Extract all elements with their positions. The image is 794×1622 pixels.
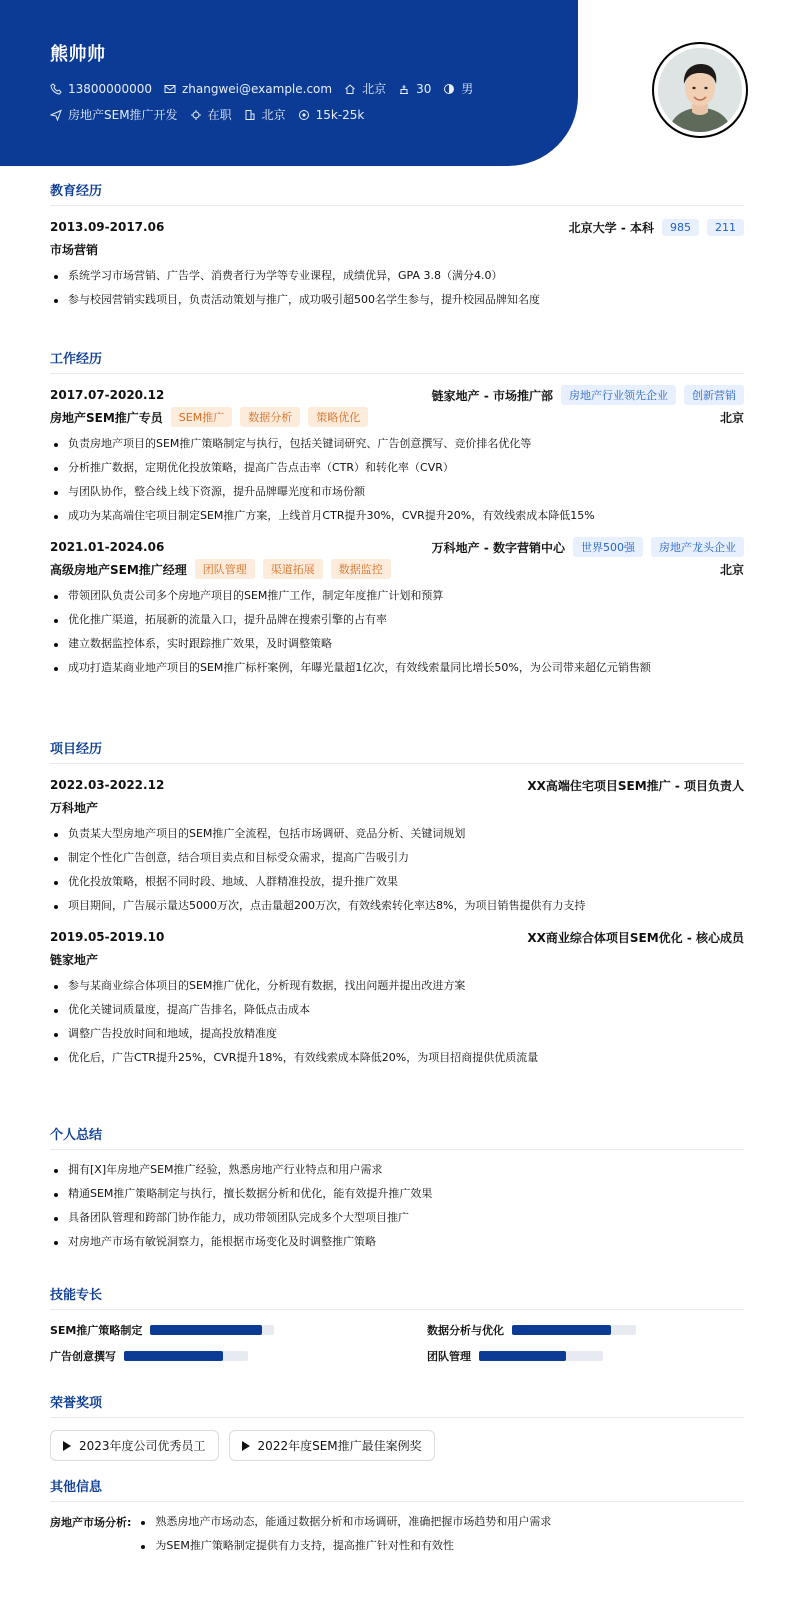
- avatar: [658, 48, 742, 132]
- list-item: 拥有[X]年房地产SEM推广经验，熟悉房地产行业特点和用户需求: [50, 1160, 744, 1180]
- honor-item: [229, 1430, 435, 1461]
- job-status: [190, 106, 232, 123]
- send-icon: [50, 109, 62, 121]
- skill-bar: [150, 1325, 274, 1335]
- list-item: 带领团队负责公司多个房地产项目的SEM推广工作，制定年度推广计划和预算: [50, 586, 744, 606]
- home-icon: [344, 83, 356, 95]
- skills-section: [50, 1284, 744, 1364]
- skills-title: 技能专长: [50, 1284, 744, 1310]
- list-item: 负责某大型房地产项目的SEM推广全流程，包括市场调研、竞品分析、关键词规划: [50, 824, 744, 844]
- work-entry: [50, 384, 744, 526]
- skill-name: 数据分析与优化: [427, 1324, 504, 1337]
- skill-item: [50, 1322, 367, 1338]
- list-item: 建立数据监控体系，实时跟踪推广效果，及时调整策略: [50, 634, 744, 654]
- list-item: 成功打造某商业地产项目的SEM推广标杆案例，年曝光量超1亿次，有效线索量同比增长50%，为公司带来超亿元销售额: [50, 658, 744, 678]
- work-section: [50, 348, 744, 682]
- honors-section: [50, 1392, 744, 1461]
- work-line: [50, 384, 744, 406]
- list-item: 成功为某高端住宅项目制定SEM推广方案，上线首月CTR提升30%，CVR提升20%，有效线索成本降低15%: [50, 506, 744, 526]
- role-block: [50, 407, 368, 427]
- work-location: 北京: [719, 410, 744, 425]
- project-entry: [50, 926, 744, 1068]
- job-city: [244, 106, 286, 123]
- list-item: 参与校园营销实践项目，负责活动策划与推广，成功吸引超500名学生参与，提升校园品牌知名度: [50, 290, 744, 310]
- salary: [298, 108, 365, 122]
- gender: [443, 80, 473, 97]
- role-tag: 渠道拓展: [263, 559, 323, 579]
- project-company-line: [50, 948, 744, 970]
- skill-name: 团队管理: [427, 1350, 471, 1363]
- gender-icon: [443, 83, 455, 95]
- education-school-block: [569, 219, 744, 236]
- mail-icon: [164, 83, 176, 95]
- education-section: [50, 180, 744, 314]
- project-date: 2019.05-2019.10: [50, 930, 165, 944]
- skill-item: [50, 1348, 367, 1364]
- work-date: 2017.07-2020.12: [50, 388, 165, 402]
- triangle-right-icon: [63, 1441, 71, 1451]
- role-line: [50, 406, 744, 428]
- education-line: [50, 216, 744, 238]
- summary-title: 个人总结: [50, 1124, 744, 1150]
- person-name: 熊帅帅: [50, 44, 106, 65]
- work-bullets: [50, 586, 744, 678]
- project-line: [50, 926, 744, 948]
- role-name: 高级房地产SEM推广经理: [50, 562, 187, 577]
- company-tag: 创新营销: [684, 385, 744, 405]
- job-status-text: 在职: [207, 108, 232, 122]
- list-item: 系统学习市场营销、广告学、消费者行为学等专业课程，成绩优异，GPA 3.8（满分4.0）: [50, 266, 744, 286]
- skill-fill: [512, 1325, 611, 1335]
- email: [164, 82, 332, 96]
- salary-text: 15k-25k: [315, 107, 365, 122]
- city-text: 北京: [362, 82, 387, 96]
- school-name: 北京大学 - 本科: [568, 220, 654, 235]
- list-item: 项目期间，广告展示量达5000万次，点击量超200万次，有效线索转化率达8%，为项目销售提供有力支持: [50, 896, 744, 916]
- other-title: 其他信息: [50, 1476, 744, 1502]
- skill-item: [427, 1322, 744, 1338]
- avatar-frame: [652, 42, 748, 138]
- age-icon: [398, 83, 410, 95]
- honor-text: 2022年度SEM推广最佳案例奖: [257, 1439, 422, 1453]
- other-bullets: [137, 1512, 744, 1556]
- work-bullets: [50, 434, 744, 526]
- list-item: 熟悉房地产市场动态，能通过数据分析和市场调研，准确把握市场趋势和用户需求: [137, 1512, 744, 1532]
- education-date: 2013.09-2017.06: [50, 220, 165, 234]
- list-item: 调整广告投放时间和地域，提高投放精准度: [50, 1024, 744, 1044]
- header-banner: [0, 0, 578, 166]
- list-item: 负责房地产项目的SEM推广策略制定与执行，包括关键词研究、广告创意撰写、竞价排名优化等: [50, 434, 744, 454]
- project-name: XX商业综合体项目SEM优化 - 核心成员: [527, 930, 744, 945]
- work-location: 北京: [719, 562, 744, 577]
- work-title: 工作经历: [50, 348, 744, 374]
- other-values: [137, 1512, 744, 1556]
- list-item: 与团队协作，整合线上线下资源，提升品牌曝光度和市场份额: [50, 482, 744, 502]
- education-title: 教育经历: [50, 180, 744, 206]
- summary-bullets: [50, 1160, 744, 1252]
- projects-title: 项目经历: [50, 738, 744, 764]
- list-item: 为SEM推广策略制定提供有力支持，提高推广针对性和有效性: [137, 1536, 744, 1556]
- project-bullets: [50, 976, 744, 1068]
- email-text: zhangwei@example.com: [181, 81, 333, 96]
- contact-row: [50, 80, 473, 97]
- list-item: 分析推广数据，定期优化投放策略，提高广告点击率（CTR）和转化率（CVR）: [50, 458, 744, 478]
- city: [344, 80, 386, 97]
- job-target: [50, 106, 178, 123]
- list-item: 参与某商业综合体项目的SEM推广优化，分析现有数据，找出问题并提出改进方案: [50, 976, 744, 996]
- skill-name: 广告创意撰写: [50, 1350, 116, 1363]
- list-item: 优化关键词质量度，提高广告排名，降低点击成本: [50, 1000, 744, 1020]
- role-tag: 策略优化: [308, 407, 368, 427]
- skill-item: [427, 1348, 744, 1364]
- work-entry: [50, 536, 744, 678]
- company-tag: 世界500强: [573, 537, 643, 557]
- list-item: 精通SEM推广策略制定与执行，擅长数据分析和优化，能有效提升推广效果: [50, 1184, 744, 1204]
- company-tag: 房地产行业领先企业: [561, 385, 676, 405]
- role-tag: 数据分析: [240, 407, 300, 427]
- skill-bar: [512, 1325, 636, 1335]
- major-line: [50, 238, 744, 260]
- skill-fill: [124, 1351, 223, 1361]
- job-row: [50, 106, 364, 123]
- list-item: 优化后，广告CTR提升25%，CVR提升18%，有效线索成本降低20%，为项目招商提供优质流量: [50, 1048, 744, 1068]
- major: 市场营销: [50, 242, 99, 257]
- education-entry: [50, 216, 744, 310]
- role-name: 房地产SEM推广专员: [50, 410, 163, 425]
- gender-text: 男: [461, 82, 474, 96]
- phone-icon: [50, 83, 62, 95]
- salary-icon: [298, 109, 310, 121]
- list-item: 优化投放策略，根据不同时段、地域、人群精准投放，提升推广效果: [50, 872, 744, 892]
- project-company-line: [50, 796, 744, 818]
- other-item: [50, 1512, 744, 1556]
- role-line: [50, 558, 744, 580]
- job-target-text: 房地产SEM推广开发: [68, 108, 178, 122]
- status-icon: [190, 109, 202, 121]
- summary-section: [50, 1124, 744, 1256]
- role-block: [50, 559, 391, 579]
- triangle-right-icon: [242, 1441, 250, 1451]
- company-name: 万科地产 - 数字营销中心: [431, 540, 565, 555]
- skill-fill: [479, 1351, 566, 1361]
- other-label: 房地产市场分析:: [50, 1516, 132, 1529]
- skill-fill: [150, 1325, 262, 1335]
- phone: [50, 82, 152, 96]
- list-item: 制定个性化广告创意，结合项目卖点和目标受众需求，提高广告吸引力: [50, 848, 744, 868]
- work-date: 2021.01-2024.06: [50, 540, 165, 554]
- honors-title: 荣誉奖项: [50, 1392, 744, 1418]
- role-tag: 团队管理: [195, 559, 255, 579]
- role-tag: 数据监控: [331, 559, 391, 579]
- honor-item: [50, 1430, 219, 1461]
- project-bullets: [50, 824, 744, 916]
- work-line: [50, 536, 744, 558]
- project-name: XX高端住宅项目SEM推广 - 项目负责人: [527, 778, 744, 793]
- work-company-block: [432, 537, 744, 557]
- skill-bar: [124, 1351, 248, 1361]
- project-date: 2022.03-2022.12: [50, 778, 165, 792]
- tag-211: 211: [707, 219, 744, 236]
- company-name: 链家地产 - 市场推广部: [431, 388, 553, 403]
- role-tag: SEM推广: [171, 407, 232, 427]
- age: [398, 82, 431, 96]
- project-line: [50, 774, 744, 796]
- other-section: [50, 1476, 744, 1556]
- list-item: 具备团队管理和跨部门协作能力，成功带领团队完成多个大型项目推广: [50, 1208, 744, 1228]
- projects-section: [50, 738, 744, 1072]
- honors-list: [50, 1430, 744, 1461]
- project-entry: [50, 774, 744, 916]
- list-item: 优化推广渠道，拓展新的流量入口，提升品牌在搜索引擎的占有率: [50, 610, 744, 630]
- skill-name: SEM推广策略制定: [50, 1324, 143, 1337]
- age-text: 30: [416, 81, 432, 96]
- skills-grid: [50, 1322, 744, 1364]
- company-tag: 房地产龙头企业: [651, 537, 744, 557]
- phone-text: 13800000000: [68, 81, 152, 96]
- job-city-text: 北京: [261, 108, 286, 122]
- tag-985: 985: [662, 219, 699, 236]
- project-company: 万科地产: [50, 800, 99, 815]
- project-company: 链家地产: [50, 952, 99, 967]
- honor-text: 2023年度公司优秀员工: [79, 1439, 206, 1453]
- education-bullets: [50, 266, 744, 310]
- work-company-block: [432, 385, 744, 405]
- building-icon: [244, 109, 256, 121]
- list-item: 对房地产市场有敏锐洞察力，能根据市场变化及时调整推广策略: [50, 1232, 744, 1252]
- skill-bar: [479, 1351, 603, 1361]
